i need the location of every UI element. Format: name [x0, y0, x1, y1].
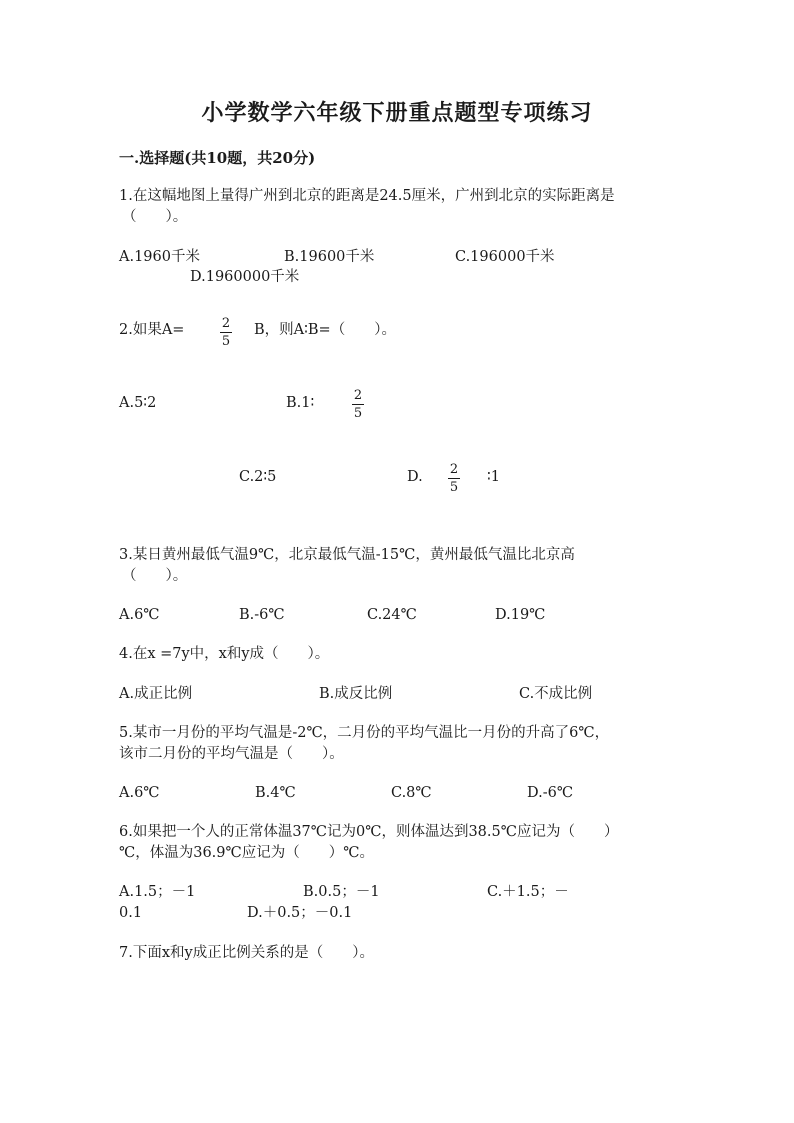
- question-3-stem-line-2: （ ）。: [122, 568, 188, 584]
- question-7-stem: 7.下面x和y成正比例关系的是（ ）。: [119, 945, 374, 961]
- page-title: 小学数学六年级下册重点题型专项练习: [201, 100, 593, 126]
- question-5-option-a: A.6℃: [119, 785, 160, 801]
- fraction-numerator: 2: [221, 316, 231, 331]
- question-2-option-c: C.2∶5: [239, 469, 277, 485]
- fraction-denominator: 5: [449, 480, 459, 495]
- question-2-fraction: [219, 316, 233, 349]
- question-5-option-c: C.8℃: [391, 785, 432, 801]
- question-3-option-d: D.19℃: [495, 607, 546, 623]
- question-5-stem-line-1: 5.某市一月份的平均气温是-2℃，二月份的平均气温比一月份的升高了6℃，: [119, 725, 610, 741]
- fraction-numerator: 2: [449, 462, 459, 477]
- question-4-option-c: C.不成比例: [519, 686, 593, 702]
- question-3-option-c: C.24℃: [367, 607, 417, 623]
- question-1-stem-line-2: （ ）。: [122, 209, 188, 225]
- question-2-option-b-fraction: [351, 388, 365, 421]
- question-6-stem-line-2: ℃，体温为36.9℃应记为（ ）℃。: [119, 845, 374, 861]
- question-1-option-a: A.1960千米: [119, 249, 200, 265]
- question-6-option-c-cont: 0.1: [119, 905, 143, 921]
- question-4-option-b: B.成反比例: [319, 686, 393, 702]
- fraction-bar: [220, 332, 232, 333]
- question-4-option-a: A.成正比例: [119, 686, 193, 702]
- question-2-option-d: D.: [407, 469, 423, 485]
- question-1-option-b: B.19600千米: [284, 249, 375, 265]
- question-4-stem: 4.在x =7y中，x和y成（ ）。: [119, 646, 330, 662]
- question-2-option-b: B.1∶: [286, 395, 315, 411]
- section-heading: 一.选择题(共10题，共20分): [119, 149, 316, 167]
- fraction-denominator: 5: [353, 406, 363, 421]
- question-2-option-d-fraction: [447, 462, 461, 495]
- question-6-stem-line-1: 6.如果把一个人的正常体温37℃记为0℃，则体温达到38.5℃应记为（ ）: [119, 824, 619, 840]
- question-6-option-b: B.0.5；－1: [303, 884, 380, 900]
- question-2-option-d-tail: ∶1: [487, 469, 500, 485]
- question-6-option-a: A.1.5；－1: [119, 884, 196, 900]
- question-3-option-b: B.-6℃: [239, 607, 285, 623]
- fraction-denominator: 5: [221, 334, 231, 349]
- question-1-option-d: D.1960000千米: [190, 269, 300, 285]
- question-2-option-a: A.5∶2: [119, 395, 157, 411]
- question-1-option-c: C.196000千米: [455, 249, 555, 265]
- question-6-option-d: D.＋0.5；－0.1: [247, 905, 353, 921]
- fraction-bar: [352, 404, 364, 405]
- question-5-option-d: D.-6℃: [527, 785, 574, 801]
- fraction-bar: [448, 478, 460, 479]
- question-2-stem-end: B，则A∶B=（ ）。: [254, 322, 396, 338]
- question-3-option-a: A.6℃: [119, 607, 160, 623]
- fraction-numerator: 2: [353, 388, 363, 403]
- question-3-stem-line-1: 3.某日黄州最低气温9℃，北京最低气温-15℃，黄州最低气温比北京高: [119, 547, 575, 563]
- question-5-option-b: B.4℃: [255, 785, 296, 801]
- question-2-stem-start: 2.如果A=: [119, 322, 185, 338]
- question-6-option-c: C.＋1.5；－: [487, 884, 569, 900]
- question-1-stem-line-1: 1.在这幅地图上量得广州到北京的距离是24.5厘米，广州到北京的实际距离是: [119, 188, 615, 204]
- question-5-stem-line-2: 该市二月份的平均气温是（ ）。: [119, 746, 344, 762]
